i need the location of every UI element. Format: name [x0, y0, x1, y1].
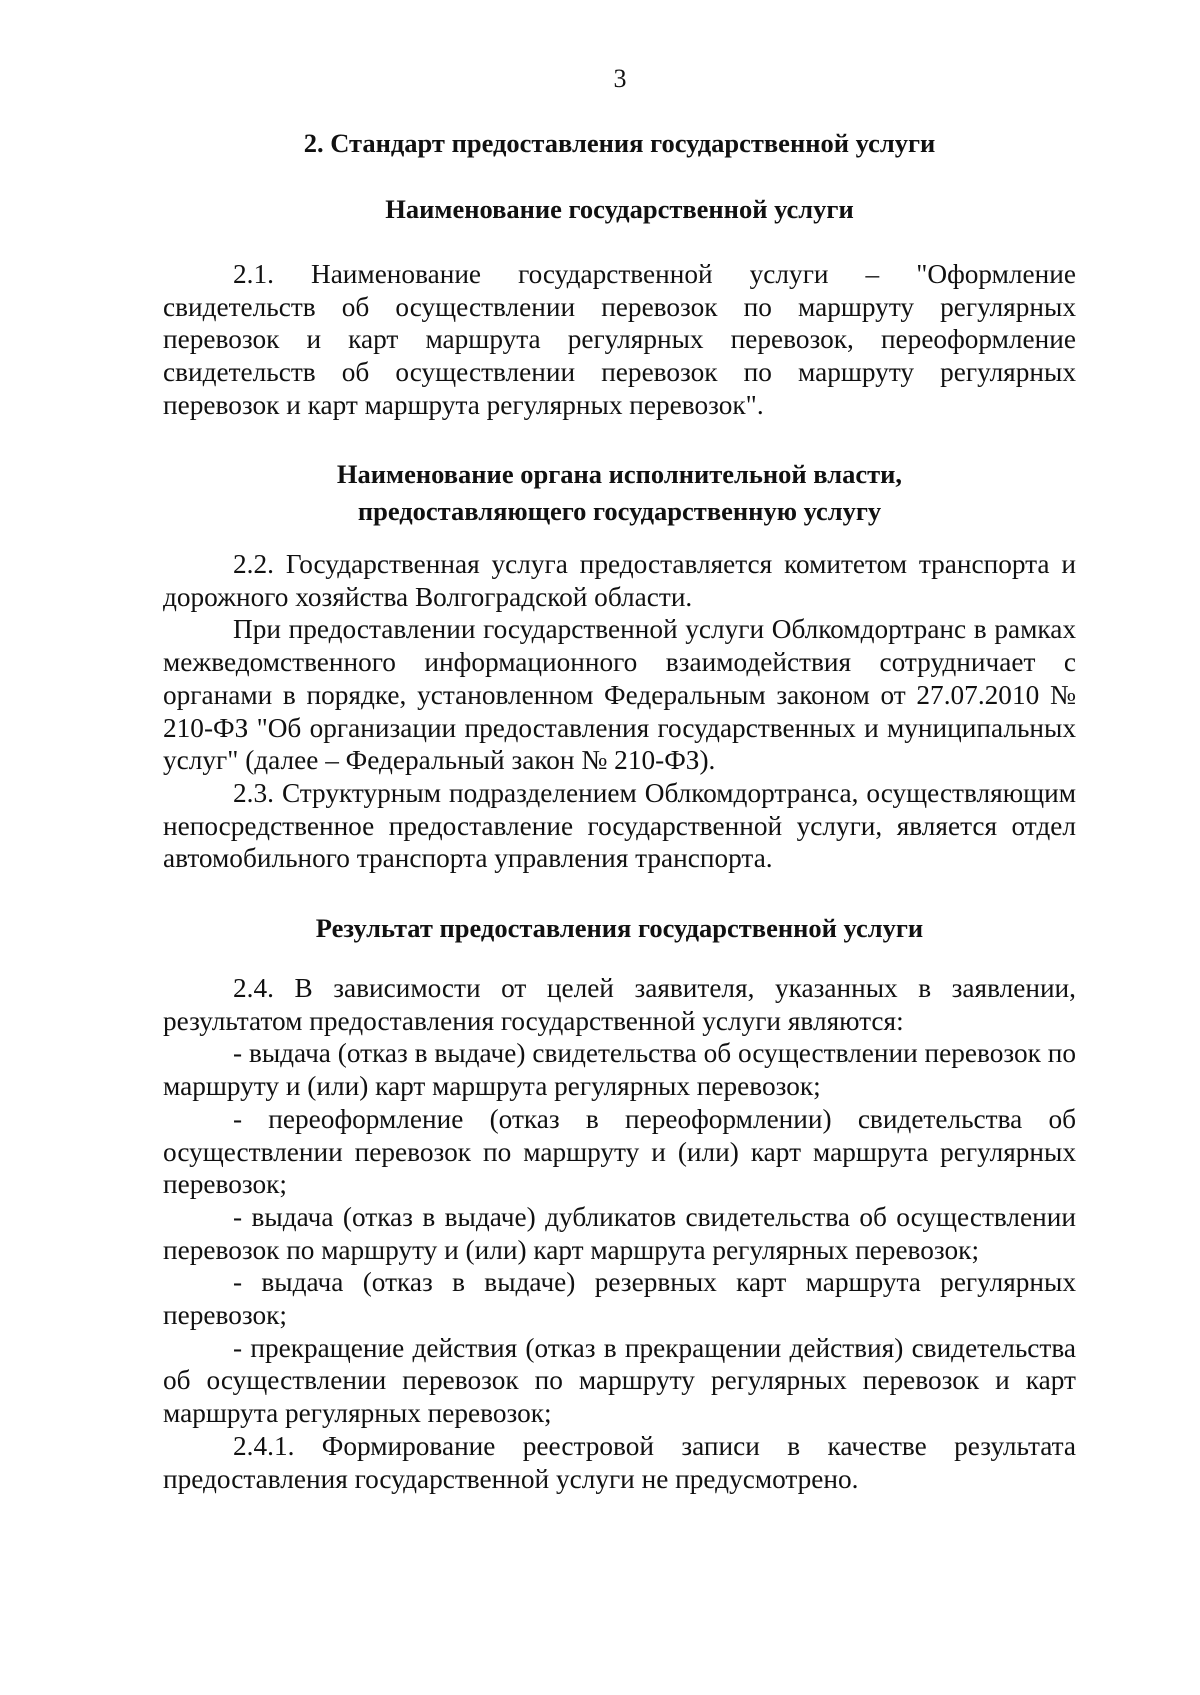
block-service-name [163, 258, 1076, 422]
list-item: - прекращение действия (отказ в прекращении действия) свидетельства об осуществлении перевозок по маршруту регулярных перевозок и карт маршрута регулярных перевозок; [163, 1332, 1076, 1429]
heading-authority [163, 456, 1076, 530]
paragraph-2-2: 2.2. Государственная услуга предоставляется комитетом транспорта и дорожного хозяйства Волгоградской области. [163, 549, 1076, 612]
list-item: - выдача (отказ в выдаче) свидетельства об осуществлении перевозок по маршруту и (или) карт маршрута регулярных перевозок; [163, 1038, 1076, 1102]
heading-service-name: Наименование государственной услуги [385, 194, 854, 224]
section-title: 2. Стандарт предоставления государственной услуги [303, 128, 936, 158]
list-item: - переоформление (отказ в переоформлении) свидетельства об осуществлении перевозок по маршруту и (или) карт маршрута регулярных перевозок; [163, 1103, 1076, 1200]
list-item: - выдача (отказ в выдаче) дубликатов свидетельства об осуществлении перевозок по маршруту и (или) карт маршрута регулярных перевозок; [163, 1201, 1076, 1265]
paragraph-2-3: 2.3. Структурным подразделением Облкомдортранса, осуществляющим непосредственное предоставление государственной услуги, является отдел автомобильного транспорта управления транспорта. [163, 777, 1076, 874]
list-item: - выдача (отказ в выдаче) резервных карт маршрута регулярных перевозок; [163, 1267, 1076, 1331]
heading-authority-line1: Наименование органа исполнительной власти, [336, 459, 903, 489]
heading-authority-line2: предоставляющего государственную услугу [357, 496, 882, 526]
heading-result: Результат предоставления государственной услуги [315, 913, 924, 943]
block-result [163, 972, 1076, 1495]
paragraph-2-2b: При предоставлении государственной услуги Облкомдортранс в рамках межведомственного информационного взаимодействия сотрудничает с органами в порядке, установленном Федеральным законом от 27.07.2010 № 210-ФЗ "Об организации предоставления государственных и муниципальных услуг" (далее – Федеральный закон № 210-ФЗ). [163, 614, 1076, 776]
paragraph-2-1: 2.1. Наименование государственной услуги – "Оформление свидетельств об осуществлении перевозок по маршруту регулярных перевозок и карт маршрута регулярных перевозок, переоформление свидетельств об осуществлении перевозок по маршруту регулярных перевозок и карт маршрута регулярных перевозок". [163, 259, 1076, 420]
block-authority [163, 548, 1076, 875]
page-number: 3 [613, 64, 627, 93]
paragraph-2-4: 2.4. В зависимости от целей заявителя, указанных в заявлении, результатом предоставления государственной услуги являются: [163, 973, 1076, 1036]
paragraph-2-4-1: 2.4.1. Формирование реестровой записи в качестве результата предоставления государственной услуги не предусмотрено. [163, 1430, 1076, 1494]
